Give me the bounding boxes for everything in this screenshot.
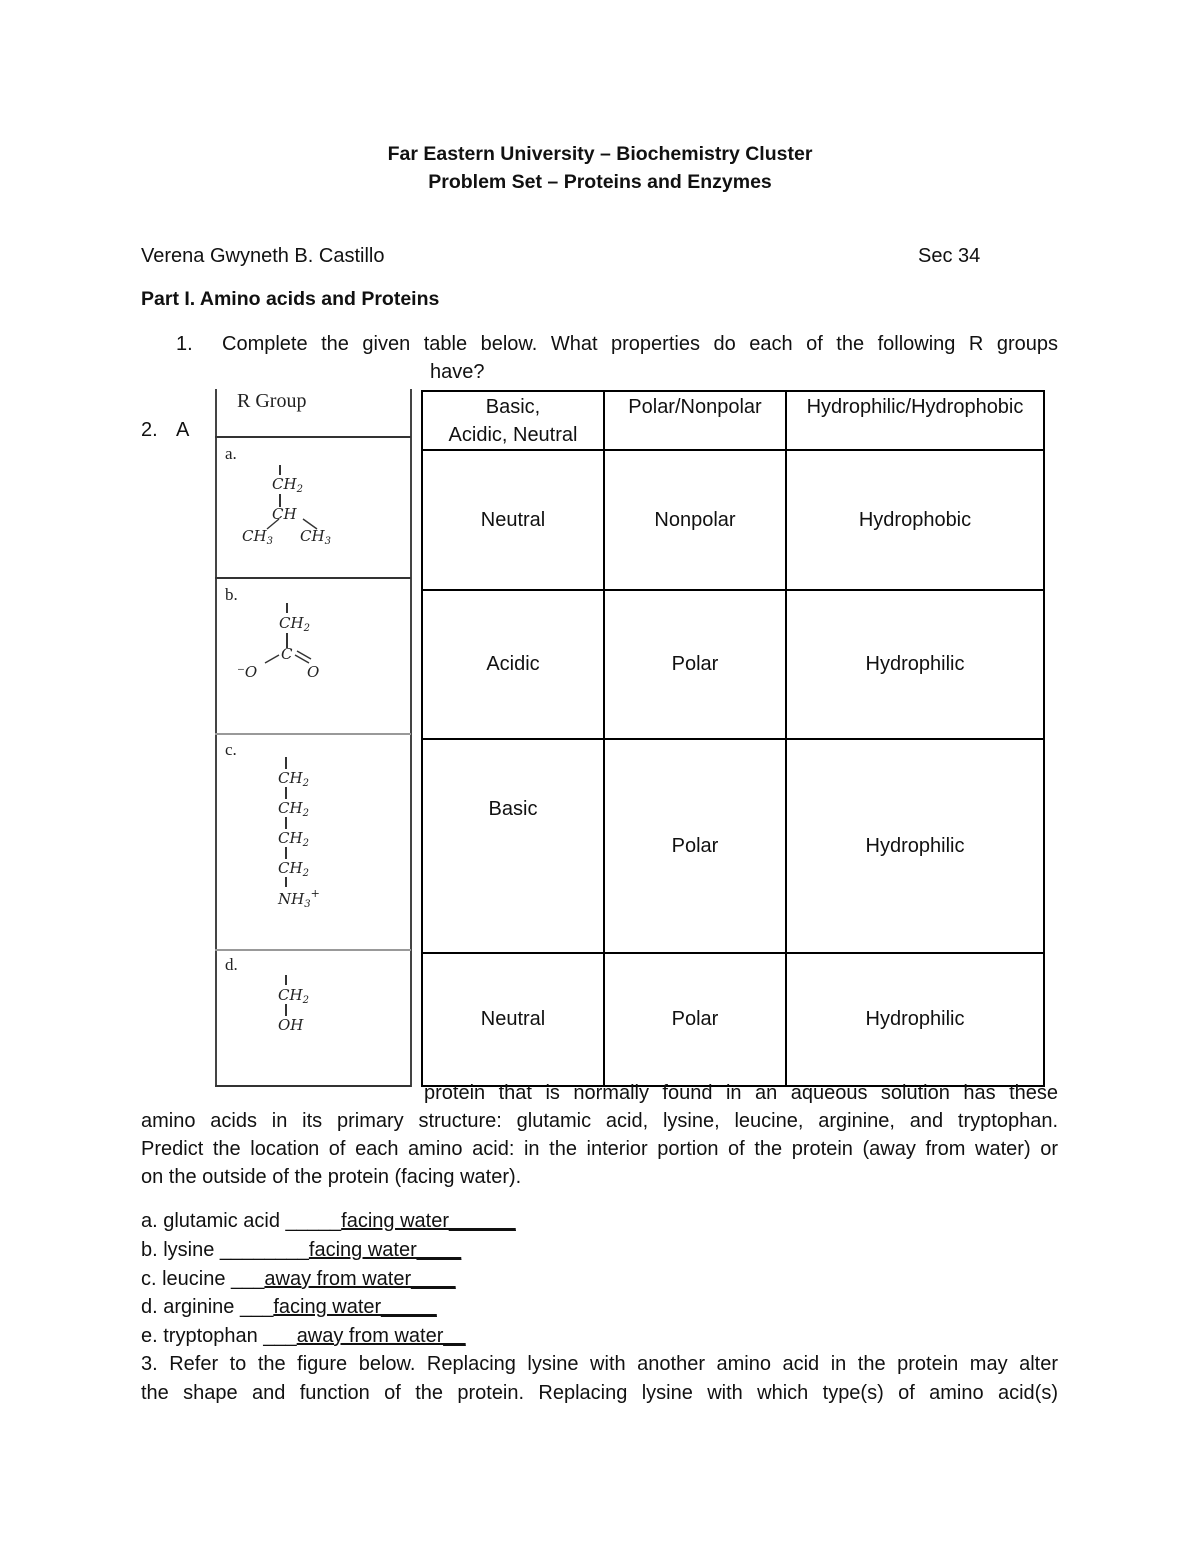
cell-charge: Basic bbox=[422, 739, 604, 953]
r-group-label-b: b. bbox=[225, 585, 238, 604]
question-2-start: A bbox=[176, 419, 190, 441]
figure-divider bbox=[215, 949, 411, 951]
cell-polarity: Polar bbox=[604, 953, 786, 1086]
question-2-text-line-1: protein that is normally found in an aqueous solution has these bbox=[424, 1082, 1058, 1104]
table-row bbox=[422, 590, 1044, 739]
figure-divider bbox=[215, 733, 411, 735]
table-row bbox=[422, 953, 1044, 1086]
header-hydrophilicity: Hydrophilic/Hydrophobic bbox=[786, 391, 1044, 450]
question-1-text-continued: have? bbox=[430, 361, 485, 383]
answer-glutamic-acid: a. glutamic acid _____facing water______ bbox=[141, 1210, 516, 1232]
cell-charge: Neutral bbox=[422, 953, 604, 1086]
ch-text: CH bbox=[272, 505, 297, 523]
bond-line bbox=[286, 603, 288, 613]
properties-table bbox=[421, 390, 1045, 1087]
answer-leucine: c. leucine ___away from water____ bbox=[141, 1268, 456, 1290]
part-one-heading: Part I. Amino acids and Proteins bbox=[141, 288, 440, 310]
r-group-label-d: d. bbox=[225, 955, 238, 974]
cell-polarity: Polar bbox=[604, 590, 786, 739]
answer-tryptophan: e. tryptophan ___away from water__ bbox=[141, 1325, 466, 1347]
header-charge: Basic, Acidic, Neutral bbox=[422, 391, 604, 450]
carboxylate-bonds bbox=[245, 647, 335, 671]
document-title: Far Eastern University – Biochemistry Cluster bbox=[387, 143, 813, 165]
bond-line bbox=[285, 1004, 287, 1016]
question-2-text-line-2: amino acids in its primary structure: glutamic acid, lysine, leucine, arginine, and tryptophan. bbox=[141, 1110, 1058, 1132]
table-row bbox=[422, 739, 1044, 953]
carbon-text: C bbox=[281, 645, 293, 663]
figure-border-right bbox=[410, 389, 412, 1087]
bond-line bbox=[285, 975, 287, 985]
r-group-label-c: c. bbox=[225, 740, 237, 759]
cell-polarity: Nonpolar bbox=[604, 450, 786, 590]
table-row bbox=[422, 450, 1044, 590]
figure-divider bbox=[215, 436, 411, 438]
cell-polarity: Polar bbox=[604, 739, 786, 953]
cell-charge: Acidic bbox=[422, 590, 604, 739]
bond-line bbox=[279, 465, 281, 475]
cell-hydrophilicity: Hydrophobic bbox=[786, 450, 1044, 590]
r-group-title: R Group bbox=[237, 390, 307, 412]
cell-hydrophilicity: Hydrophilic bbox=[786, 739, 1044, 953]
bond-line bbox=[285, 877, 287, 887]
student-name: Verena Gwyneth B. Castillo bbox=[141, 245, 385, 267]
figure-divider bbox=[215, 577, 411, 579]
table-header-row bbox=[422, 391, 1044, 450]
answer-lysine: b. lysine ________facing water____ bbox=[141, 1239, 462, 1261]
bond-line bbox=[285, 787, 287, 799]
bond-line bbox=[285, 757, 287, 769]
r-group-label-a: a. bbox=[225, 444, 237, 463]
cell-hydrophilicity: Hydrophilic bbox=[786, 953, 1044, 1086]
question-2-text-line-4: on the outside of the protein (facing water). bbox=[141, 1166, 522, 1188]
oxygen-minus-text: ⁻O bbox=[237, 663, 258, 681]
cell-charge: Neutral bbox=[422, 450, 604, 590]
figure-border-left bbox=[215, 389, 217, 1087]
answer-arginine: d. arginine ___facing water_____ bbox=[141, 1296, 437, 1318]
hydroxyl-text: OH bbox=[278, 1016, 304, 1034]
question-1-text: Complete the given table below. What properties do each of the following R groups bbox=[222, 333, 1058, 355]
question-1-number: 1. bbox=[176, 333, 193, 355]
bond-line bbox=[285, 817, 287, 829]
bond-line bbox=[285, 847, 287, 859]
header-polarity: Polar/Nonpolar bbox=[604, 391, 786, 450]
r-group-figure: R Group a. $CH_2$ CH $CH_3$ $CH_3$ b. $CH_2$ C ⁻O O c. $CH_2$ $CH_2$ $CH_2$ $CH_2$ $NH_3^+$ d. $CH_2$ OH bbox=[215, 389, 411, 1087]
oxygen-text: O bbox=[307, 663, 320, 681]
cell-hydrophilicity: Hydrophilic bbox=[786, 590, 1044, 739]
question-2-number: 2. bbox=[141, 419, 158, 441]
question-3-text-line-1: 3. Refer to the figure below. Replacing lysine with another amino acid in the protein may alter bbox=[141, 1353, 1058, 1375]
document-subtitle: Problem Set – Proteins and Enzymes bbox=[428, 171, 772, 193]
figure-divider bbox=[215, 1085, 411, 1087]
question-3-text-line-2: the shape and function of the protein. Replacing lysine with which type(s) of amino acid(s) bbox=[141, 1382, 1058, 1404]
question-2-text-line-3: Predict the location of each amino acid: in the interior portion of the protein (away from water) or bbox=[141, 1138, 1058, 1160]
section-number: Sec 34 bbox=[918, 245, 981, 267]
